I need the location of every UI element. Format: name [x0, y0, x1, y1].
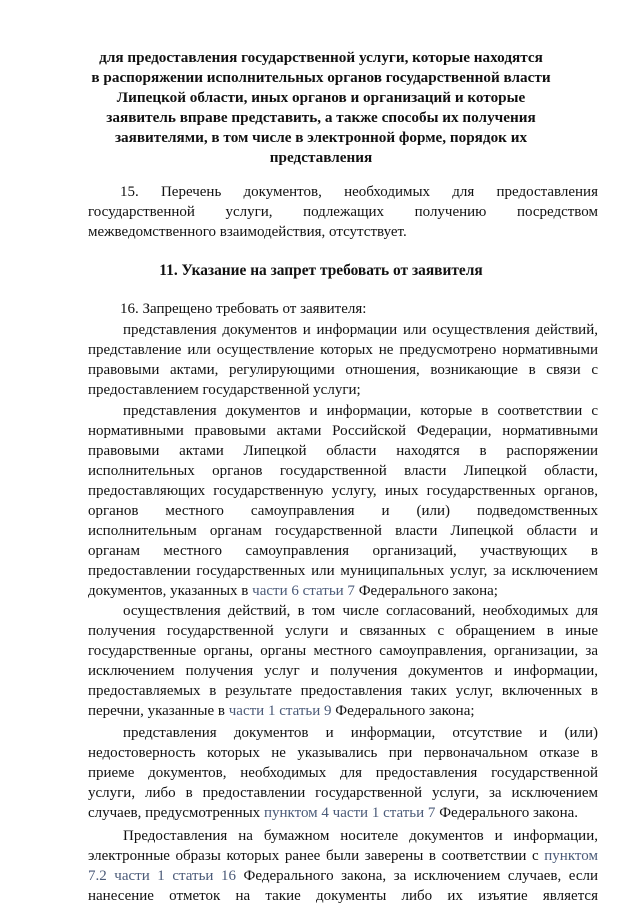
- heading-line: для предоставления государственной услуги, которые находятся: [99, 49, 543, 66]
- item-2-last-line: [88, 581, 598, 601]
- item-1-line: представления документов и информации или осуществления действий,: [123, 322, 598, 338]
- item-2-line: исполнительным органам государственной власти Липецкой области и: [88, 523, 598, 539]
- law-reference-link[interactable]: пунктом 4 части 1 статьи 7: [263, 805, 436, 821]
- item-4-last-line: [88, 803, 598, 823]
- item-2-line: представления документов и информации, которые в соответствии с: [123, 403, 598, 419]
- item-1-line: представление или осуществление которых не предусмотрено нормативными: [88, 342, 598, 358]
- law-reference-link[interactable]: части 1 статьи 9: [228, 703, 332, 719]
- paragraph-15-line: государственной услуги, подлежащих получению посредством: [88, 204, 598, 220]
- heading-line: Липецкой области, иных органов и организаций и которые: [116, 89, 526, 106]
- heading-line: представления: [269, 149, 373, 166]
- item-3-line: исключением получения услуг и получения документов и информации,: [88, 663, 598, 679]
- item-2-text: документов, указанных в: [88, 583, 253, 599]
- heading-line: заявитель вправе представить, а также способы их получения: [106, 109, 536, 126]
- item-3-text: перечни, указанные в: [88, 703, 229, 719]
- paragraph-16-intro: 16. Запрещено требовать от заявителя:: [120, 301, 367, 317]
- section-11-title: 11. Указание на запрет требовать от заявителя: [159, 262, 483, 279]
- item-2-line: исполнительных органов государственной власти Липецкой области,: [88, 463, 598, 479]
- law-reference-link[interactable]: 7.2 части 1 статьи 16: [88, 868, 236, 884]
- item-2-line: органов местного самоуправления и (или) подведомственных: [88, 503, 598, 519]
- item-3-line: государственные органы, органы местного самоуправления, организации, за: [88, 643, 598, 659]
- item-5-text: Федерального закона, за исключением случаев, если: [236, 868, 599, 884]
- item-4-text: Федерального закона.: [435, 805, 579, 821]
- section-heading: [88, 49, 554, 169]
- item-5-line: Предоставления на бумажном носителе документов и информации,: [123, 828, 598, 844]
- heading-line: заявителями, в том числе в электронной форме, порядок их: [114, 129, 528, 146]
- item-1-line: предоставлением государственной услуги;: [88, 382, 361, 398]
- item-3-line: получения государственной услуги и связанных с обращением в иные: [88, 623, 598, 639]
- item-2-line: предоставляющих государственную услугу, иных государственных органов,: [88, 483, 598, 499]
- item-1-line: правовыми актами, регулирующими отношения, возникающие в связи с: [88, 362, 598, 378]
- item-2-line: предоставлении государственных или муниципальных услуг, за исключением: [88, 563, 598, 579]
- paragraph-15-line: 15. Перечень документов, необходимых для предоставления: [120, 184, 598, 200]
- paragraph-15-line: межведомственного взаимодействия, отсутствует.: [88, 224, 407, 240]
- item-5-line: нанесение отметок на такие документы либо их изъятие является: [88, 888, 598, 904]
- item-5-line: [88, 846, 598, 866]
- item-5-line: [88, 866, 598, 886]
- item-4-line: недостоверность которых не указывались при первоначальном отказе в: [88, 745, 598, 761]
- item-3-text: Федерального закона;: [331, 703, 475, 719]
- item-3-line: осуществления действий, в том числе согласований, необходимых для: [123, 603, 598, 619]
- item-2-line: органам местного самоуправления организаций, участвующих в: [88, 543, 598, 559]
- item-3-last-line: [88, 701, 598, 721]
- law-reference-link[interactable]: части 6 статьи 7: [252, 583, 355, 599]
- item-5-text: электронные образы которых ранее были заверены в соответствии с: [88, 848, 545, 864]
- law-reference-link[interactable]: пунктом: [544, 848, 598, 864]
- item-4-text: случаев, предусмотренных: [88, 805, 264, 821]
- item-2-line: нормативными правовыми актами Российской Федерации, нормативными: [88, 423, 598, 439]
- item-4-line: представления документов и информации, отсутствие и (или): [123, 725, 598, 741]
- item-2-line: правовыми актами Липецкой области находятся в распоряжении: [88, 443, 598, 459]
- item-4-line: услуги, либо в предоставлении государственной услуги, за исключением: [88, 785, 598, 801]
- item-4-line: приеме документов, необходимых для предоставления государственной: [88, 765, 598, 781]
- item-2-text: Федерального закона;: [354, 583, 498, 599]
- heading-line: в распоряжении исполнительных органов государственной власти: [91, 69, 551, 86]
- item-3-line: предоставляемых в результате предоставления таких услуг, включенных в: [88, 683, 598, 699]
